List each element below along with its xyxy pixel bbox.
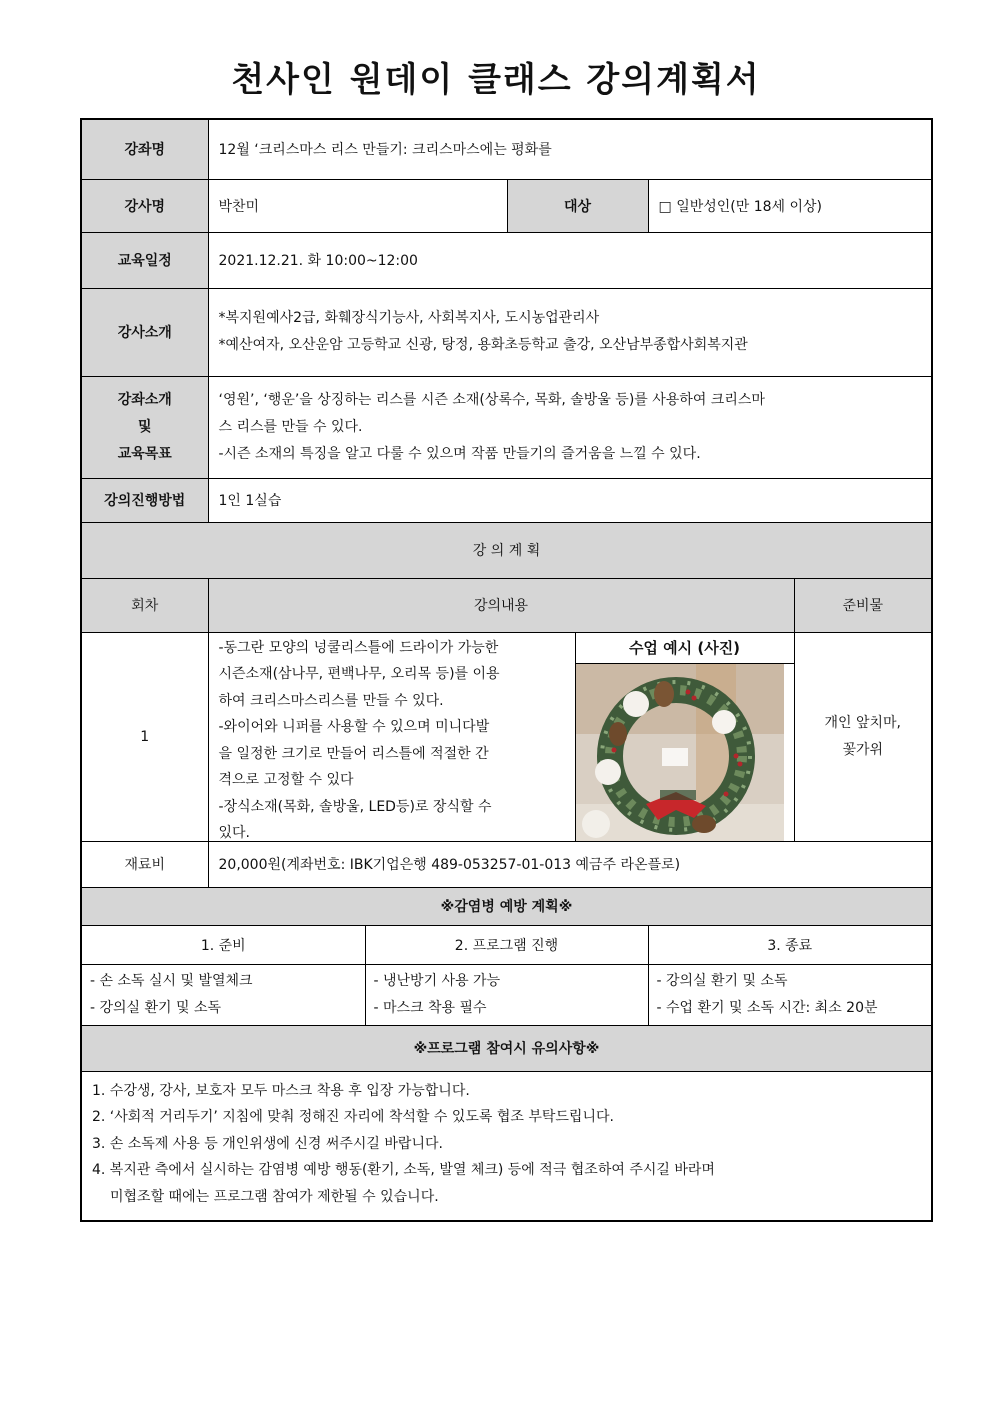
prevention-prep-items [82, 965, 365, 1025]
content-line: -장식소재(목화, 솔방울, LED등)로 장식할 수 [218, 798, 492, 815]
notice-line: 1. 수강생, 강사, 보호자 모두 마스크 착용 후 입장 가능합니다. [92, 1082, 470, 1099]
plan-section-row [81, 522, 932, 578]
col-materials: 준비물 [794, 578, 932, 632]
page-title: 천사인 원데이 클래스 강의계획서 [231, 60, 761, 100]
content-cell [208, 632, 794, 841]
prevention-title: ※감염병 예방 계획※ [81, 887, 932, 925]
prevention-row [81, 925, 932, 1025]
intro-label: 강사소개 [81, 288, 208, 376]
goals-label-line: 교육목표 [117, 445, 172, 462]
prevention-item: - 마스크 착용 필수 [373, 999, 487, 1016]
fee-value: 20,000원(계좌번호: IBK기업은행 489-053257-01-013 예금주 라온플로) [208, 841, 932, 887]
schedule-value: 2021.12.21. 화 10:00~12:00 [208, 232, 932, 288]
prevention-progress-items [365, 965, 648, 1025]
goals-line: 스 리스를 만들 수 있다. [218, 418, 363, 435]
goals-label-line: 및 [137, 418, 152, 435]
target-cell [648, 179, 932, 232]
prevention-header-progress: 2. 프로그램 진행 [365, 926, 648, 965]
wreath-image [576, 664, 784, 841]
plan-section-title: 강 의 계 획 [81, 522, 932, 578]
photo-caption: 수업 예시 (사진) [576, 633, 794, 664]
content-line: 하여 크리스마스리스를 만들 수 있다. [218, 692, 444, 709]
intro-text [208, 288, 932, 376]
notice-list [81, 1071, 932, 1221]
goals-line: -시즌 소재의 특징을 알고 다룰 수 있으며 작품 만들기의 즐거움을 느낄 수 있다. [218, 445, 701, 462]
goals-label [81, 376, 208, 478]
notice-title-row [81, 1025, 932, 1071]
intro-line: *복지원예사2급, 화훼장식기능사, 사회복지사, 도시농업관리사 [218, 310, 600, 326]
prevention-header-prep: 1. 준비 [82, 926, 365, 965]
instructor-value: 박찬미 [208, 179, 507, 232]
prevention-item: - 냉난방기 사용 가능 [373, 972, 501, 989]
col-session: 회차 [81, 578, 208, 632]
course-value: 12월 ‘크리스마스 리스 만들기: 크리스마스에는 평화를 [208, 119, 932, 179]
photo-column [576, 633, 794, 841]
goals-row [81, 376, 932, 478]
checkbox-icon[interactable]: □ [658, 198, 672, 215]
materials-line: 꽃가위 [842, 741, 884, 758]
instructor-row [81, 179, 932, 232]
fee-row [81, 841, 932, 887]
content-line: 을 일정한 크기로 만들어 리스틀에 적절한 간 [218, 745, 489, 762]
prevention-item: - 강의실 환기 및 소독 [656, 972, 788, 989]
notice-line: 3. 손 소독제 사용 등 개인위생에 신경 써주시길 바랍니다. [92, 1135, 443, 1152]
col-content: 강의내용 [208, 578, 794, 632]
prevention-item: - 강의실 환기 및 소독 [90, 999, 222, 1016]
target-label: 대상 [507, 179, 648, 232]
course-row [81, 119, 932, 179]
notice-line: 2. ‘사회적 거리두기’ 지침에 맞춰 정해진 자리에 착석할 수 있도록 협조 부탁드립니다. [92, 1109, 614, 1125]
notice-line: 4. 복지관 측에서 실시하는 감염병 예방 행동(환기, 소독, 발열 체크) 등에 적극 협조하여 주시길 바라며 [92, 1162, 715, 1178]
method-value: 1인 1실습 [208, 478, 932, 522]
fee-label: 재료비 [81, 841, 208, 887]
goals-text [208, 376, 932, 478]
notice-title: ※프로그램 참여시 유의사항※ [81, 1025, 932, 1071]
prevention-item: - 손 소독 실시 및 발열체크 [90, 972, 253, 989]
prevention-cell [81, 925, 932, 1025]
goals-label-line: 강좌소개 [117, 391, 172, 408]
method-row [81, 478, 932, 522]
wreath-photo [576, 664, 794, 841]
prevention-item: - 수업 환기 및 소독 시간: 최소 20분 [656, 999, 878, 1016]
session-number: 1 [81, 632, 208, 841]
prevention-title-row [81, 887, 932, 925]
content-line: -동그란 모양의 넝쿨리스틀에 드라이가 가능한 [218, 639, 499, 656]
intro-line: *예산여자, 오산운암 고등학교 신광, 탕정, 용화초등학교 출강, 오산남부종합사회복지관 [218, 337, 748, 353]
target-value: 일반성인(만 18세 이상) [676, 198, 823, 215]
prevention-end-items [648, 965, 931, 1025]
instructor-label: 강사명 [81, 179, 208, 232]
content-line: -와이어와 니퍼를 사용할 수 있으며 미니다발 [218, 719, 490, 735]
materials-line: 개인 앞치마, [824, 714, 902, 731]
content-line: 시즌소재(삼나무, 편백나무, 오리목 등)를 이용 [218, 666, 500, 682]
plan-row [81, 632, 932, 841]
goals-line: ‘영원’, ‘행운’을 상징하는 리스를 시즌 소재(상록수, 목화, 솔방울 등)를 사용하여 크리스마 [218, 391, 765, 408]
plan-header-row [81, 578, 932, 632]
prevention-header-end: 3. 종료 [648, 926, 931, 965]
method-label: 강의진행방법 [81, 478, 208, 522]
prevention-table [82, 926, 931, 1025]
content-line: 있다. [218, 825, 250, 841]
course-label: 강좌명 [81, 119, 208, 179]
lecture-plan-table [80, 118, 933, 1222]
content-line: 격으로 고정할 수 있다 [218, 772, 354, 788]
content-text [209, 633, 576, 841]
notice-row [81, 1071, 932, 1221]
notice-line: 미협조할 때에는 프로그램 참여가 제한될 수 있습니다. [110, 1188, 439, 1205]
intro-row [81, 288, 932, 376]
schedule-label: 교육일정 [81, 232, 208, 288]
materials-cell [794, 632, 932, 841]
schedule-row [81, 232, 932, 288]
